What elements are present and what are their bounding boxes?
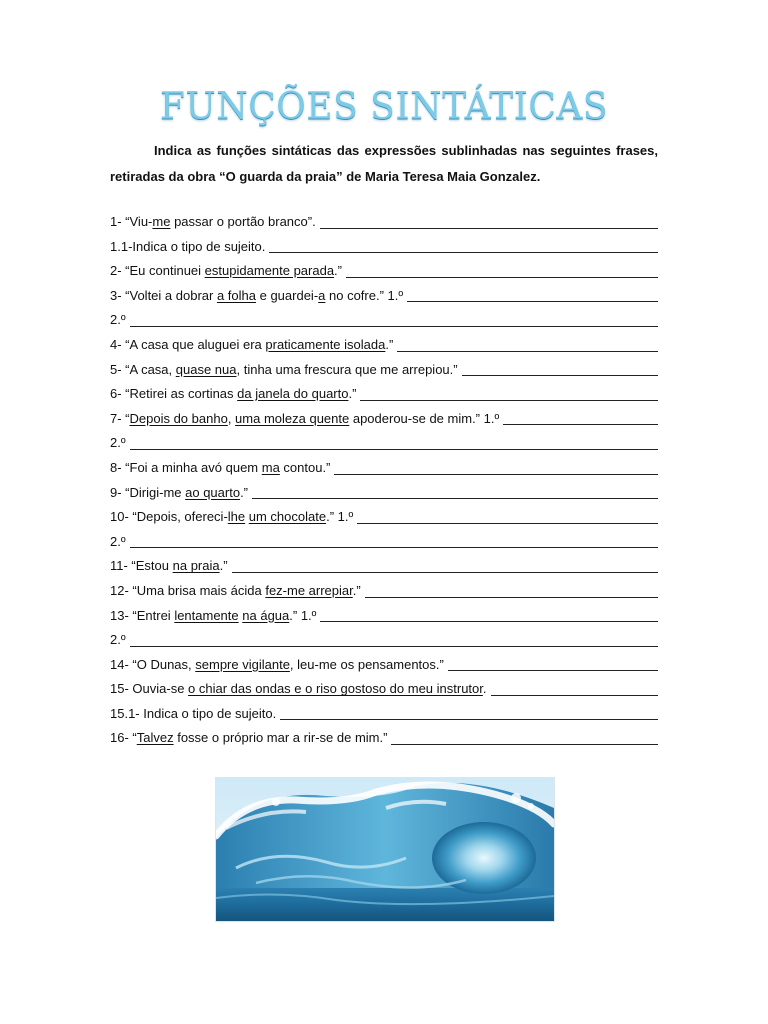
underlined-expression: Talvez: [136, 730, 174, 746]
sentence-text: 2.º: [110, 435, 126, 451]
sentence-text: 9- “Dirigi-me: [110, 484, 186, 500]
sentence-text: 12- “Uma brisa mais ácida: [110, 582, 266, 598]
question-text: [110, 505, 353, 530]
underlined-expression: da janela do quarto: [237, 386, 349, 402]
sentence-text: passar o portão branco”.: [170, 214, 316, 229]
sentence-text: 4- “A casa que aluguei era: [110, 336, 266, 352]
answer-blank[interactable]: [130, 630, 658, 647]
sentence-text: , tinha uma frescura que me arrepiou.”: [236, 361, 458, 377]
answer-blank[interactable]: [357, 507, 658, 524]
sentence-text: 1- “Viu-: [110, 214, 153, 229]
sentence-text: , leu-me os pensamentos.”: [289, 656, 444, 672]
answer-blank[interactable]: [232, 556, 658, 573]
question-text: [110, 677, 487, 702]
sentence-text: 16- “: [110, 730, 137, 746]
sentence-text: e guardei-: [256, 287, 319, 303]
sentence-text: 3- “Voltei a dobrar: [110, 287, 217, 303]
question-line: [110, 604, 658, 629]
sentence-text: .”: [240, 484, 249, 500]
question-line: [110, 554, 658, 579]
instructions: Indica as funções sintáticas das expressões sublinhadas nas seguintes frases, retiradas da obra “O guarda da praia” de Maria Teresa Maia Gonzalez.: [110, 143, 658, 184]
sentence-text: ,: [227, 410, 236, 426]
question-line: [110, 481, 658, 506]
sentence-text: 6- “Retirei as cortinas: [110, 386, 238, 402]
underlined-expression: o chiar das ondas e o riso gostoso do meu instrutor: [188, 681, 483, 697]
exercise-list: [110, 210, 658, 751]
question-text: [110, 530, 126, 555]
question-line: [110, 382, 658, 407]
wave-icon: [216, 778, 554, 921]
sentence-text: .: [482, 681, 487, 697]
sentence-text: 15- Ouvia-se: [110, 681, 189, 697]
question-line: [110, 358, 658, 383]
question-text: [110, 210, 316, 235]
underlined-expression: lhe: [227, 509, 246, 525]
question-text: [110, 628, 126, 653]
answer-blank[interactable]: [346, 261, 658, 278]
underlined-expression: um chocolate: [248, 509, 327, 525]
question-text: [110, 235, 265, 260]
question-line: [110, 579, 658, 604]
question-text: [110, 407, 499, 432]
question-text: [110, 481, 248, 506]
answer-blank[interactable]: [130, 433, 658, 450]
question-text: [110, 284, 403, 309]
underlined-expression: estupidamente parada: [204, 263, 335, 279]
sentence-text: .”: [385, 336, 394, 352]
question-text: [110, 653, 444, 678]
question-line: [110, 259, 658, 284]
sentence-text: .”: [348, 386, 357, 402]
answer-blank[interactable]: [334, 458, 658, 475]
question-line: [110, 677, 658, 702]
question-text: [110, 702, 276, 727]
question-line: [110, 456, 658, 481]
underlined-expression: lentamente: [174, 607, 239, 623]
question-line: [110, 628, 658, 653]
sentence-text: 8- “Foi a minha avó quem: [110, 459, 262, 475]
underlined-expression: praticamente isolada: [265, 336, 386, 352]
sentence-text: 13- “Entrei: [110, 607, 175, 623]
question-text: [110, 579, 361, 604]
question-text: [110, 308, 126, 333]
answer-blank[interactable]: [491, 679, 658, 696]
sentence-text: .”: [219, 558, 228, 574]
underlined-expression: sempre vigilante: [195, 656, 290, 672]
answer-blank[interactable]: [503, 408, 658, 425]
question-line: [110, 235, 658, 260]
question-line: [110, 308, 658, 333]
answer-blank[interactable]: [407, 285, 658, 302]
question-line: [110, 284, 658, 309]
sentence-text: 2.º: [110, 533, 126, 549]
answer-blank[interactable]: [130, 310, 658, 327]
question-line: [110, 653, 658, 678]
underlined-expression: fez-me arrepiar: [265, 582, 353, 598]
question-text: [110, 358, 458, 383]
answer-blank[interactable]: [397, 335, 658, 352]
sentence-text: 10- “Depois, ofereci-: [110, 509, 228, 525]
sentence-text: .” 1.º: [326, 509, 354, 525]
question-line: [110, 333, 658, 358]
question-line: [110, 210, 658, 235]
question-text: [110, 259, 342, 284]
answer-blank[interactable]: [365, 581, 658, 598]
underlined-expression: na praia: [172, 558, 220, 574]
underlined-expression: quase nua: [175, 361, 237, 377]
sentence-text: 2.º: [110, 632, 126, 648]
sentence-text: 11- “Estou: [110, 558, 173, 574]
answer-blank[interactable]: [448, 654, 658, 671]
underlined-expression: na água: [242, 607, 290, 623]
question-text: [110, 726, 387, 751]
question-line: [110, 505, 658, 530]
underlined-expression: a folha: [216, 287, 256, 303]
question-text: [110, 333, 393, 358]
underlined-expression: ma: [261, 459, 280, 475]
question-text: [110, 604, 316, 629]
answer-blank[interactable]: [269, 236, 658, 253]
underlined-expression: a: [318, 287, 326, 303]
sentence-text: contou.”: [279, 459, 331, 475]
question-line: [110, 431, 658, 456]
sentence-text: 7- “: [110, 410, 130, 426]
page-title: FUNÇÕES SINTÁTICAS: [159, 84, 609, 129]
question-text: [110, 431, 126, 456]
question-text: [110, 456, 330, 481]
sentence-text: no cofre.” 1.º: [325, 287, 404, 303]
sentence-text: .”: [352, 582, 361, 598]
underlined-expression: uma moleza quente: [235, 410, 350, 426]
answer-blank[interactable]: [462, 359, 658, 376]
sentence-text: 15.1- Indica o tipo de sujeito.: [110, 705, 277, 721]
sentence-text: 14- “O Dunas,: [110, 656, 196, 672]
underlined-expression: me: [152, 214, 171, 229]
sentence-text: apoderou-se de mim.” 1.º: [349, 410, 500, 426]
answer-blank[interactable]: [391, 728, 658, 745]
sentence-text: 1.1-Indica o tipo de sujeito.: [110, 238, 266, 254]
underlined-expression: ao quarto: [185, 484, 241, 500]
answer-blank[interactable]: [280, 703, 658, 720]
question-line: [110, 726, 658, 751]
answer-blank[interactable]: [320, 212, 658, 229]
sentence-text: .”: [334, 263, 342, 279]
question-text: [110, 554, 228, 579]
question-line: [110, 530, 658, 555]
ocean-wave-image: [215, 777, 555, 922]
underlined-expression: Depois do banho: [129, 410, 228, 426]
question-line: [110, 702, 658, 727]
sentence-text: 5- “A casa,: [110, 361, 176, 377]
question-line: [110, 407, 658, 432]
sentence-text: 2- “Eu continuei: [110, 263, 205, 279]
question-text: [110, 382, 356, 407]
answer-blank[interactable]: [130, 531, 658, 548]
sentence-text: .” 1.º: [289, 607, 317, 623]
answer-blank[interactable]: [360, 384, 658, 401]
sentence-text: fosse o próprio mar a rir-se de mim.”: [173, 730, 388, 746]
answer-blank[interactable]: [320, 605, 658, 622]
sentence-text: 2.º: [110, 312, 126, 328]
answer-blank[interactable]: [252, 482, 658, 499]
